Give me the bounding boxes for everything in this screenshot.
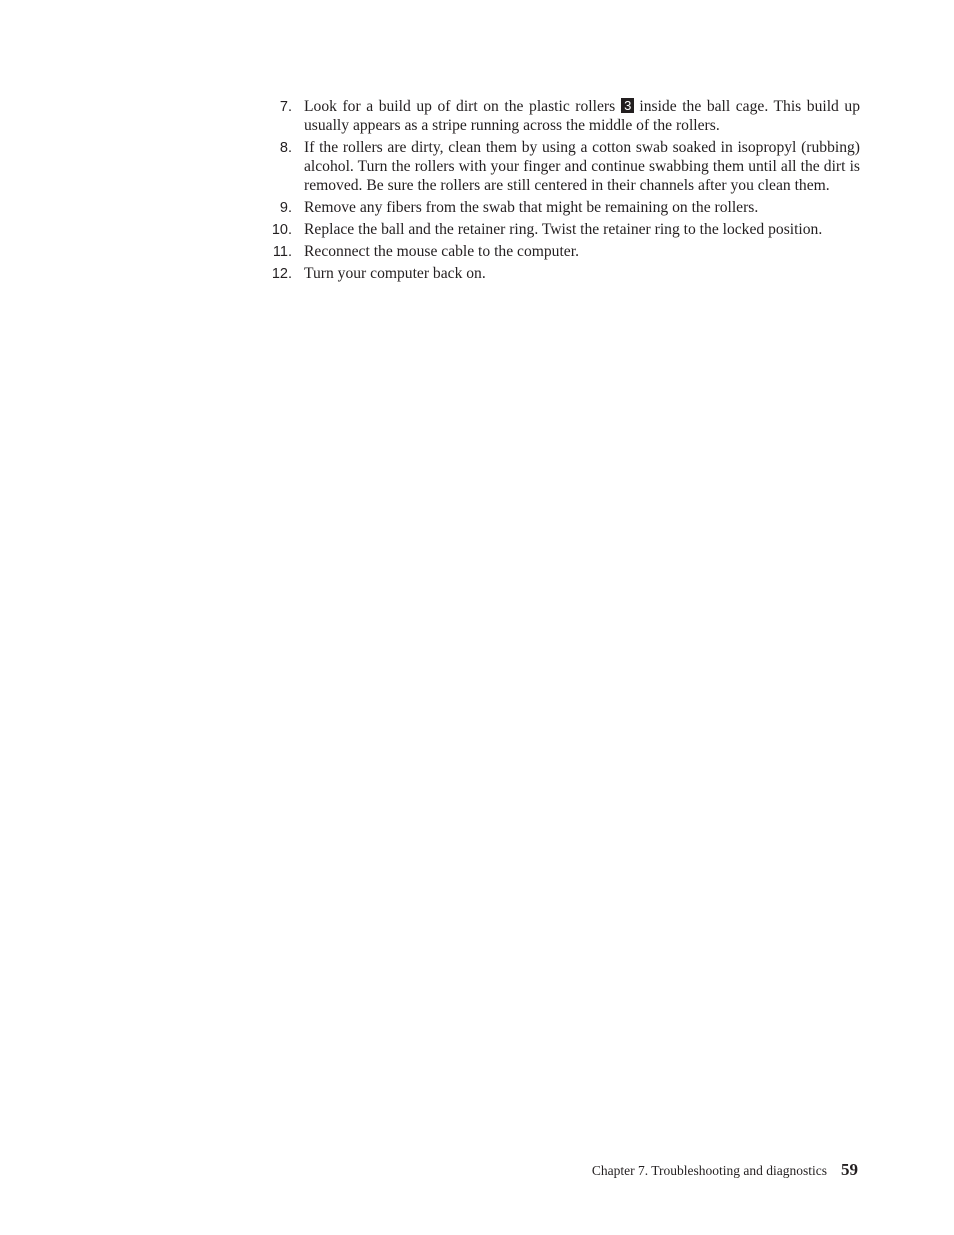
step-number: 8. [279,140,292,156]
step-text: Replace the ball and the retainer ring. Twist the retainer ring to the locked position. [304,221,823,238]
step-text: Turn your computer back on. [304,265,486,282]
page-footer [0,1160,858,1180]
procedure-steps-list [260,97,860,286]
step-text: Reconnect the mouse cable to the computer. [304,243,579,260]
step-9 [260,198,860,217]
step-number: 11. [272,244,292,260]
step-text-continued: inside the ball cage. This build up usually appears as a stripe running across the middle of the rollers. [304,98,861,134]
step-7 [260,97,860,135]
step-12 [260,264,860,283]
step-number: 9. [279,200,292,216]
step-number: 12. [271,266,292,282]
step-text: Remove any fibers from the swab that might be remaining on the rollers. [304,199,759,216]
step-11 [260,242,860,261]
page-number: 59 [841,1160,858,1179]
step-number: 10. [271,222,292,238]
footer-chapter-title: Chapter 7. Troubleshooting and diagnostics [591,1163,827,1178]
step-10 [260,220,860,239]
callout-marker: 3 [621,98,634,113]
step-text: If the rollers are dirty, clean them by using a cotton swab soaked in isopropyl (rubbing) alcohol. Turn the rollers with your finger and continue swabbing them until all the dirt is removed. Be sure the rollers are still centered in their channels after you clean them. [304,139,860,194]
step-number: 7. [279,99,292,115]
step-text: Look for a build up of dirt on the plastic rollers [304,98,616,115]
step-8 [260,138,860,195]
